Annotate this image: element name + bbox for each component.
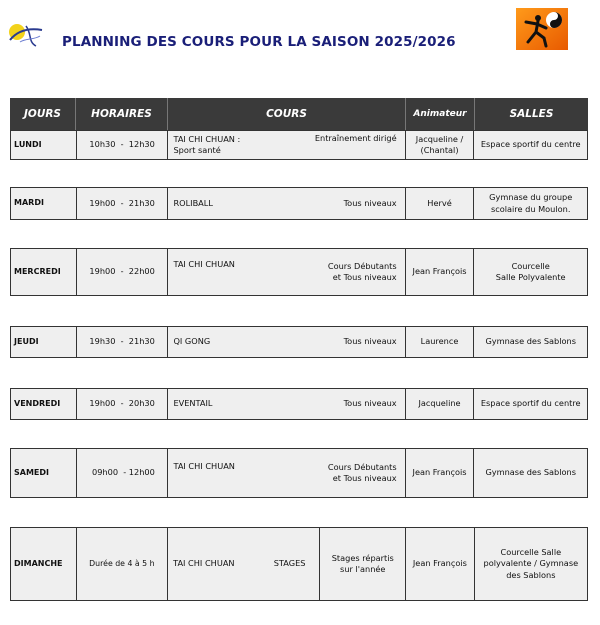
salle-cell: Gymnase des Sablons <box>485 336 576 347</box>
horaire-cell: 09h00 - 12h00 <box>77 449 169 497</box>
table-row-samedi <box>10 448 588 498</box>
salle-cell: Espace sportif du centre <box>480 139 581 150</box>
cours-name: TAI CHI CHUAN : Sport santé <box>173 133 241 155</box>
animateur-cell: Jacqueline <box>406 389 475 419</box>
salle-cell: Courcelle Salle polyvalente / Gymnase des Sablons <box>483 547 579 580</box>
horaire-cell: 10h30 - 12h30 <box>77 131 169 159</box>
cours-cell <box>168 131 405 159</box>
jour-cell: MARDI <box>11 188 77 219</box>
cours-cell <box>168 249 405 295</box>
cours-cell <box>168 389 405 419</box>
header-jours: JOURS <box>10 98 76 130</box>
cours-cell <box>168 449 405 497</box>
header-horaires: HORAIRES <box>76 98 168 130</box>
cours-cell <box>168 327 405 357</box>
jour-cell: JEUDI <box>11 327 77 357</box>
cours-name: ROLIBALL <box>173 197 213 208</box>
table-row-jeudi <box>10 326 588 358</box>
cours-niveau: Cours Débutants et Tous niveaux <box>327 461 397 483</box>
cours-niveau: Tous niveaux <box>343 336 397 347</box>
cours-niveau: Tous niveaux <box>343 197 397 208</box>
animateur-cell: Laurence <box>406 327 475 357</box>
horaire-cell: 19h00 - 21h30 <box>77 188 169 219</box>
tai-chi-yin-yang-logo-icon <box>516 8 568 50</box>
cours-name: TAI CHI CHUAN <box>173 259 235 269</box>
cours-niveau: Cours Débutants et Tous niveaux <box>327 260 397 282</box>
animateur-cell: Hervé <box>406 188 475 219</box>
salle-cell: Gymnase du groupe scolaire du Moulon. <box>489 192 573 214</box>
cours-niveau: Tous niveaux <box>343 398 397 409</box>
table-row-vendredi <box>10 388 588 420</box>
table-row-dimanche <box>10 527 588 601</box>
cours-name: TAI CHI CHUAN <box>173 558 235 569</box>
table-row-mercredi <box>10 248 588 296</box>
salle-cell: Espace sportif du centre <box>480 398 581 409</box>
cours-name: EVENTAIL <box>173 398 213 409</box>
cours-name: QI GONG <box>173 336 211 347</box>
horaire-cell: 19h30 - 21h30 <box>77 327 169 357</box>
table-row-lundi <box>10 130 588 160</box>
animateur-cell: Jean François <box>406 449 475 497</box>
jour-cell: LUNDI <box>11 131 77 159</box>
header-salles: SALLES <box>509 108 554 120</box>
cours-cell <box>168 528 406 600</box>
header-animateur: Animateur <box>406 98 475 130</box>
cours-cell <box>168 188 405 219</box>
animateur-cell: Jean François <box>406 249 475 295</box>
header-cours: COURS <box>168 98 406 130</box>
salle-cell: Gymnase des Sablons <box>485 467 576 478</box>
horaire-cell: Durée de 4 à 5 h <box>77 528 168 600</box>
table-header <box>10 98 588 130</box>
cours-sub-cell <box>168 528 320 600</box>
horaire-cell: 19h00 - 22h00 <box>77 249 169 295</box>
cours-name: TAI CHI CHUAN <box>173 461 235 471</box>
jour-cell: VENDREDI <box>11 389 77 419</box>
table-row-mardi <box>10 187 588 220</box>
cours-niveau: Stages répartis sur l'année <box>331 552 394 574</box>
club-logo-icon <box>6 20 46 50</box>
animateur-cell: Jacqueline / (Chantal) <box>406 131 475 159</box>
jour-cell: MERCREDI <box>11 249 77 295</box>
animateur-cell: Jean François <box>406 528 475 600</box>
salle-cell: Courcelle Salle Polyvalente <box>495 260 566 282</box>
cours-niveau: Entraînement dirigé <box>314 133 397 143</box>
jour-cell: DIMANCHE <box>11 528 77 600</box>
horaire-cell: 19h00 - 20h30 <box>77 389 169 419</box>
cours-type: STAGES <box>273 558 306 569</box>
page-title: PLANNING DES COURS POUR LA SAISON 2025/2026 <box>62 34 456 50</box>
jour-cell: SAMEDI <box>11 449 77 497</box>
